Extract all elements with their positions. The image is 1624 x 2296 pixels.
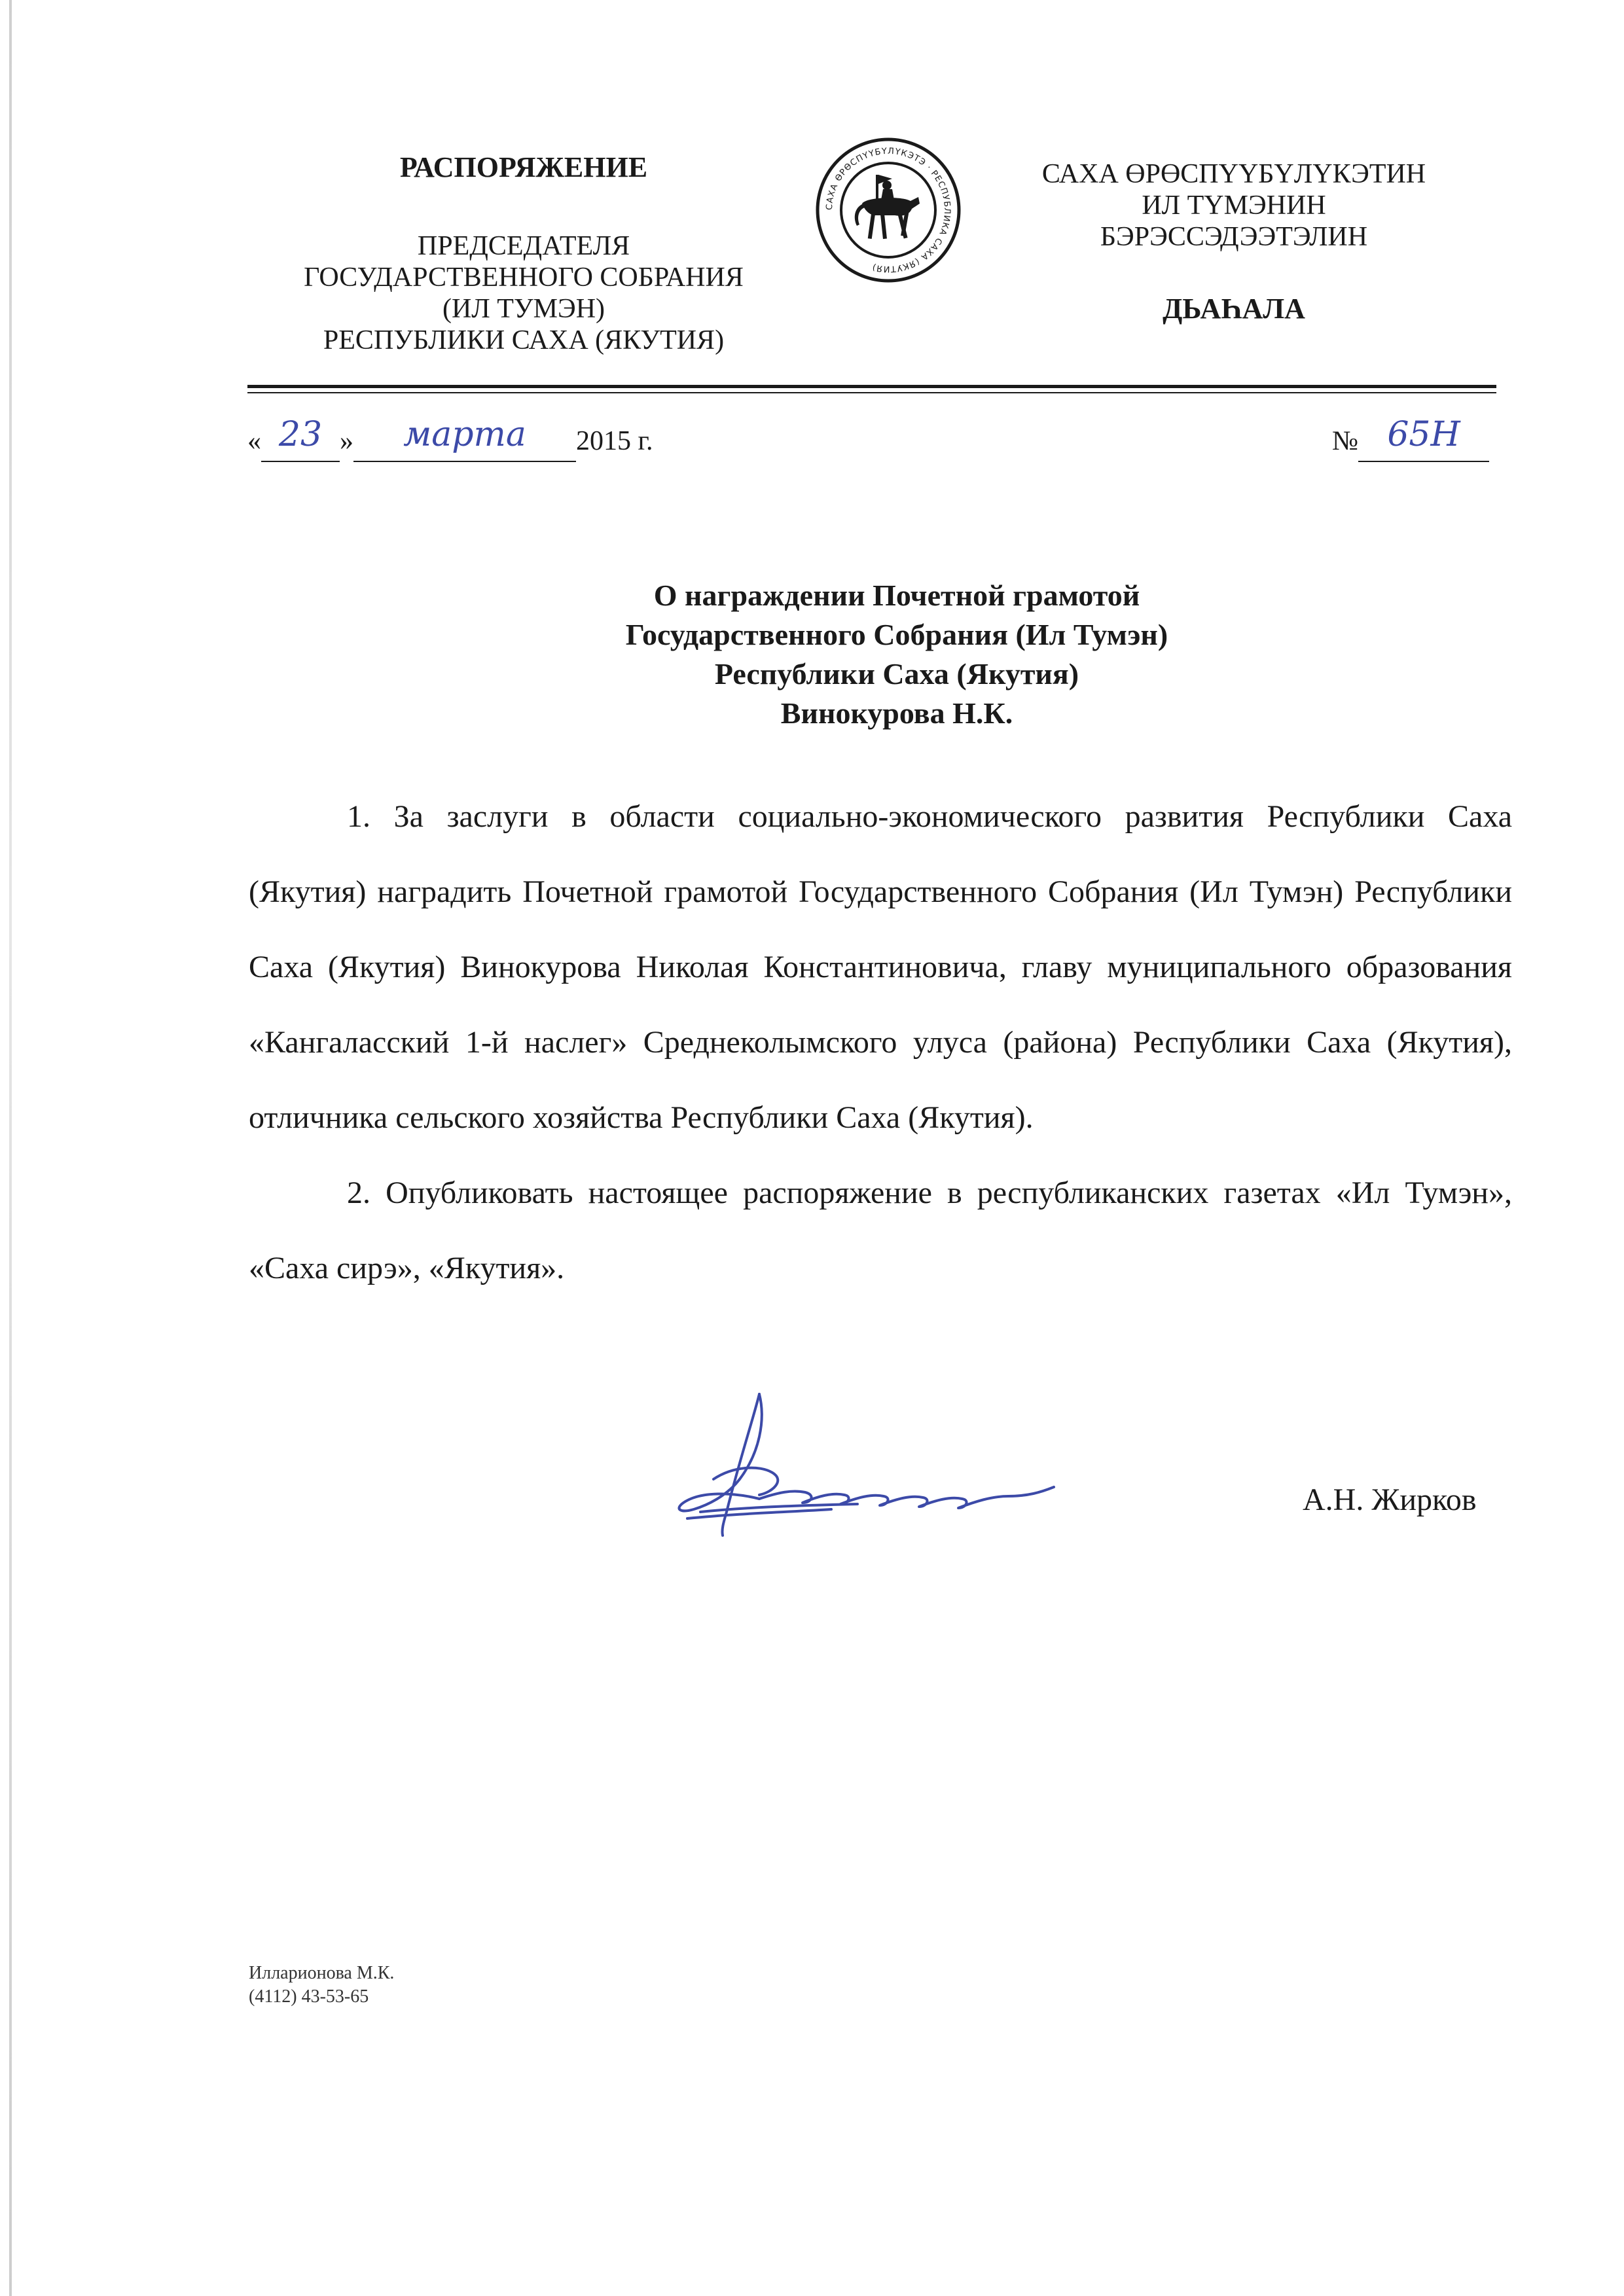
subject-line-2: Государственного Собрания (Ил Тумэн) <box>625 618 1168 651</box>
executor-phone: (4112) 43-53-65 <box>249 1986 369 2007</box>
document-subject <box>367 576 1427 733</box>
date-open-quote: « <box>247 426 261 456</box>
issuer-sakha-line-3: БЭРЭССЭДЭЭТЭЛИН <box>1100 222 1368 252</box>
emblem-ring-text: САХА ӨРӨСПҮҮБҮЛҮКЭТЭ · РЕСПУБЛИКА САХА (ЯКУТИЯ) <box>824 146 952 274</box>
executor-name: Илларионова М.К. <box>249 1963 395 1983</box>
number-value: 65Н <box>1387 415 1460 454</box>
horseman-icon <box>855 175 920 239</box>
issuer-sakha-line-1: САХА ӨРӨСПҮҮБҮЛҮКЭТИН <box>1041 159 1426 189</box>
date-day: 23 <box>278 415 323 454</box>
issuer-line-3: (ИЛ ТУМЭН) <box>442 294 605 324</box>
document-type-ru: РАСПОРЯЖЕНИЕ <box>399 151 648 183</box>
document-type-sakha: ДЬАҺАЛА <box>1163 293 1305 325</box>
body-paragraph-1: 1. За заслуги в области социально-экономического развития Республики Саха (Якутия) наградить Почетной грамотой Государственного Собрания (Ил Тумэн) Республики Саха (Якутия) Винокурова Николая Константиновича, главу муниципального образования «Кангаласский 1-й наслег» Среднеколымского улуса (района) Республики Саха (Якутия), отличника сельского хозяйства Республики Саха (Якутия). <box>249 799 1512 1135</box>
header-divider-thick <box>247 385 1496 388</box>
document-number <box>1332 415 1489 462</box>
signer-name: А.Н. Жирков <box>1303 1482 1477 1517</box>
scan-edge <box>9 0 12 2296</box>
subject-line-4: Винокурова Н.К. <box>780 696 1013 730</box>
document-body <box>249 779 1512 1306</box>
subject-line-3: Республики Саха (Якутия) <box>714 657 1079 691</box>
handwritten-signature <box>661 1381 1113 1551</box>
issuer-sakha-line-2: ИЛ ТҮМЭНИН <box>1142 190 1326 221</box>
date-year: 2015 г. <box>576 426 653 456</box>
number-label: № <box>1332 426 1359 456</box>
body-paragraph-2: 2. Опубликовать настоящее распоряжение в республиканских газетах «Ил Тумэн», «Саха сирэ», «Якутия». <box>249 1175 1512 1285</box>
issuer-line-2: ГОСУДАРСТВЕННОГО СОБРАНИЯ <box>304 262 744 293</box>
subject-line-1: О награждении Почетной грамотой <box>653 579 1140 612</box>
republic-emblem-icon <box>814 135 963 285</box>
date-month: марта <box>403 415 526 454</box>
document-date <box>247 415 653 462</box>
header-divider-thin <box>247 392 1496 393</box>
issuer-line-1: ПРЕДСЕДАТЕЛЯ <box>417 231 630 261</box>
header-left <box>236 152 812 356</box>
issuer-line-4: РЕСПУБЛИКИ САХА (ЯКУТИЯ) <box>323 325 725 355</box>
date-close-quote: » <box>340 426 353 456</box>
executor-info <box>249 1962 394 2009</box>
header-right <box>992 158 1476 325</box>
